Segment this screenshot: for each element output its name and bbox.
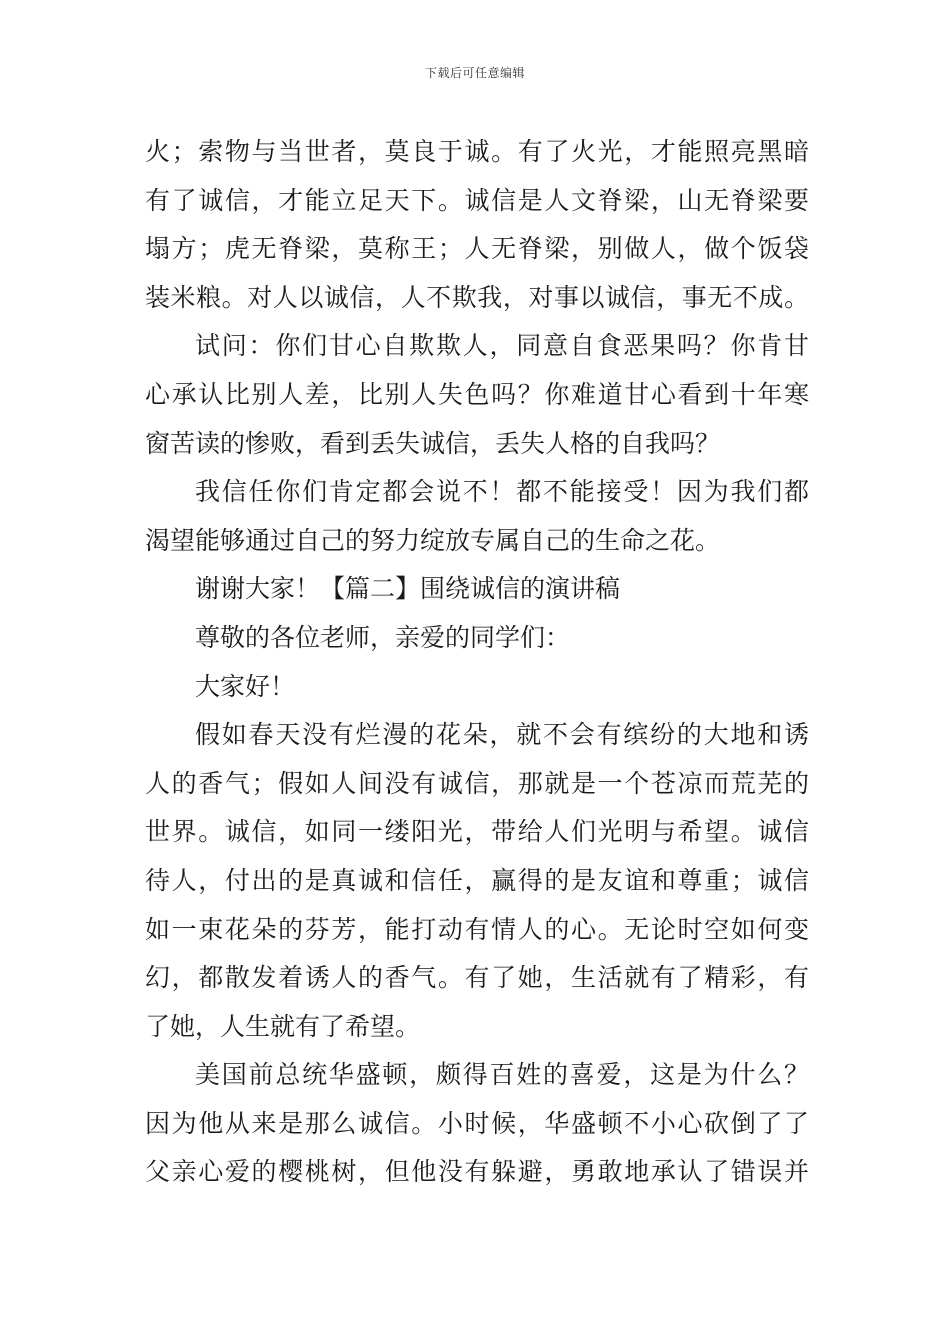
page-header: 下载后可任意编辑 bbox=[424, 66, 525, 80]
text-line: 装米粮。对人以诚信，人不欺我，对事以诚信，事无不成。 bbox=[145, 282, 809, 312]
text-line: 父亲心爱的樱桃树，但他没有躲避，勇敢地承认了错误并 bbox=[145, 1157, 809, 1187]
text-line: 如一束花朵的芬芳，能打动有情人的心。无论时空如何变 bbox=[145, 914, 809, 944]
text-line: 尊敬的各位老师，亲爱的同学们： bbox=[195, 622, 571, 652]
text-line: 假如春天没有烂漫的花朵，就不会有缤纷的大地和诱 bbox=[195, 720, 809, 750]
text-line: 幻，都散发着诱人的香气。有了她，生活就有了精彩，有 bbox=[145, 963, 809, 993]
text-line: 美国前总统华盛顿，颇得百姓的喜爱，这是为什么？ bbox=[195, 1060, 809, 1090]
text-line: 了她，人生就有了希望。 bbox=[145, 1011, 421, 1041]
document-body bbox=[145, 128, 809, 1197]
text-line: 大家好！ bbox=[195, 671, 296, 701]
text-line: 渴望能够通过自己的努力绽放专属自己的生命之花。 bbox=[145, 525, 721, 555]
text-line: 谢谢大家！【篇二】围绕诚信的演讲稿 bbox=[195, 574, 621, 604]
text-line: 因为他从来是那么诚信。小时候，华盛顿不小心砍倒了了 bbox=[145, 1108, 809, 1138]
text-line: 有了诚信，才能立足天下。诚信是人文脊梁，山无脊梁要 bbox=[145, 185, 809, 215]
text-line: 窗苦读的惨败，看到丢失诚信，丢失人格的自我吗？ bbox=[145, 428, 721, 458]
text-line: 待人，付出的是真诚和信任，赢得的是友谊和尊重；诚信 bbox=[145, 865, 809, 895]
text-line: 心承认比别人差，比别人失色吗？你难道甘心看到十年寒 bbox=[145, 379, 809, 409]
text-line: 人的香气；假如人间没有诚信，那就是一个苍凉而荒芜的 bbox=[145, 768, 809, 798]
text-line: 火；索物与当世者，莫良于诚。有了火光，才能照亮黑暗 bbox=[145, 137, 809, 166]
text-line: 世界。诚信，如同一缕阳光，带给人们光明与希望。诚信 bbox=[145, 817, 809, 847]
text-line: 塌方；虎无脊梁，莫称王；人无脊梁，别做人，做个饭袋 bbox=[145, 234, 809, 264]
text-line: 试问：你们甘心自欺欺人，同意自食恶果吗？你肯甘 bbox=[195, 331, 809, 361]
text-line: 我信任你们肯定都会说不！都不能接受！因为我们都 bbox=[195, 477, 809, 507]
